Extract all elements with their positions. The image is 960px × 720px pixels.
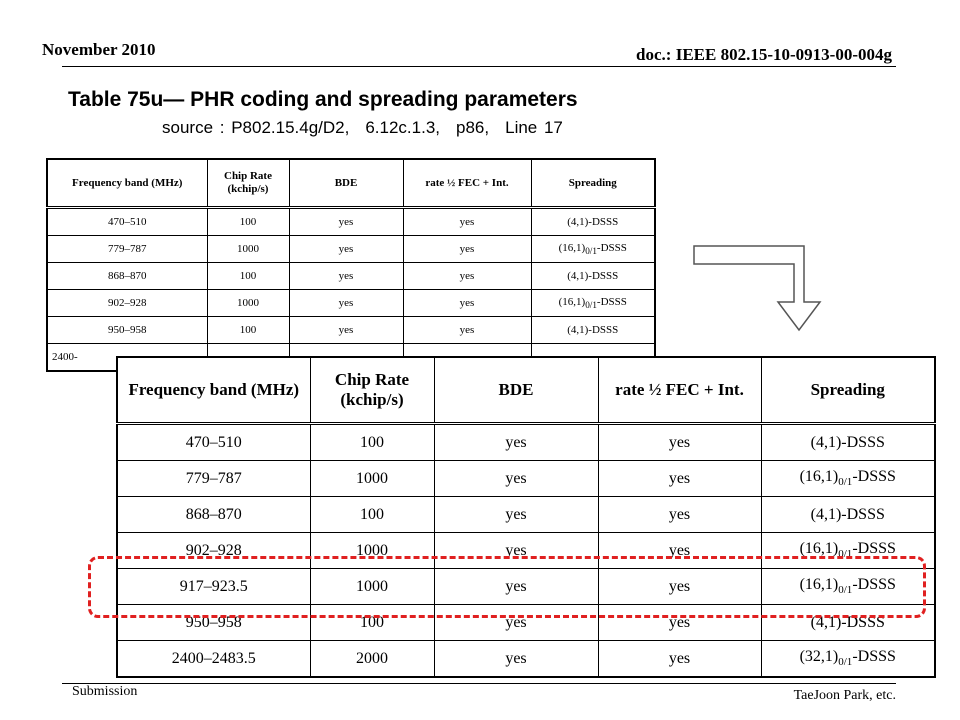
cell-frequency: 868–870	[117, 497, 310, 533]
col-header-fec: rate ½ FEC + Int.	[598, 357, 761, 424]
cell-bde: yes	[289, 290, 403, 317]
cell-bde: yes	[434, 461, 598, 497]
cell-spreading: $(16,1)_{0/1}$-DSSS	[761, 533, 935, 569]
cell-fec: yes	[403, 236, 531, 263]
cell-frequency: 779–787	[117, 461, 310, 497]
cell-spreading: (4,1)-DSSS	[761, 497, 935, 533]
cell-bde: yes	[434, 533, 598, 569]
cell-bde: yes	[289, 317, 403, 344]
cell-fec: yes	[598, 605, 761, 641]
cell-fec: yes	[403, 208, 531, 236]
header-doc-id: doc.: IEEE 802.15-10-0913-00-004g	[636, 45, 892, 64]
cell-chip-rate: 2000	[310, 641, 434, 678]
footer-rule	[62, 683, 896, 684]
cell-spreading: $(16,1)_{0/1}$-DSSS	[761, 461, 935, 497]
cell-fec: yes	[403, 263, 531, 290]
cell-bde: yes	[434, 641, 598, 678]
cell-spreading: $(16,1)_{0/1}$-DSSS	[531, 290, 655, 317]
table-row	[117, 424, 935, 461]
cell-bde: yes	[434, 569, 598, 605]
cell-spreading: (4,1)-DSSS	[531, 263, 655, 290]
cell-frequency: 902–928	[47, 290, 207, 317]
col-header-bde: BDE	[289, 159, 403, 208]
source-section: 6.12c.1.3,	[365, 118, 441, 137]
cell-fec: yes	[598, 533, 761, 569]
cell-frequency: 2400-	[47, 344, 207, 372]
cell-spreading: (4,1)-DSSS	[761, 424, 935, 461]
source-line	[162, 118, 579, 138]
cell-spreading: (4,1)-DSSS	[531, 208, 655, 236]
table-row	[47, 236, 655, 263]
cell-bde: yes	[434, 497, 598, 533]
table-row	[117, 461, 935, 497]
table-row	[117, 497, 935, 533]
col-header-spreading: Spreading	[761, 357, 935, 424]
table-row	[47, 263, 655, 290]
cell-bde: yes	[289, 208, 403, 236]
cell-chip-rate: 100	[310, 424, 434, 461]
cell-bde: yes	[289, 236, 403, 263]
col-header-frequency: Frequency band (MHz)	[47, 159, 207, 208]
cell-spreading: (4,1)-DSSS	[761, 605, 935, 641]
source-page: p86,	[456, 118, 490, 137]
cell-chip-rate: 100	[207, 317, 289, 344]
cell-fec: yes	[598, 641, 761, 678]
source-prefix: source : P802.15.4g/D2,	[162, 118, 350, 137]
slide-title: Table 75u— PHR coding and spreading parameters	[68, 88, 578, 111]
cell-chip-rate: 1000	[310, 533, 434, 569]
col-header-spreading: Spreading	[531, 159, 655, 208]
header-rule	[62, 66, 896, 67]
col-header-bde: BDE	[434, 357, 598, 424]
cell-fec: yes	[598, 497, 761, 533]
cell-chip-rate: 1000	[207, 290, 289, 317]
cell-chip-rate: 1000	[207, 236, 289, 263]
table-row	[47, 290, 655, 317]
cell-chip-rate: 100	[310, 497, 434, 533]
cell-frequency: 470–510	[117, 424, 310, 461]
cell-bde: yes	[289, 263, 403, 290]
zoomed-table-panel	[116, 356, 934, 676]
cell-fec: yes	[403, 317, 531, 344]
cell-frequency: 917–923.5	[117, 569, 310, 605]
zoomed-table-header-row	[117, 357, 935, 424]
cell-frequency: 868–870	[47, 263, 207, 290]
cell-frequency: 950–958	[47, 317, 207, 344]
col-header-fec: rate ½ FEC + Int.	[403, 159, 531, 208]
cell-frequency: 902–928	[117, 533, 310, 569]
footer-submission: Submission	[72, 684, 138, 699]
col-header-chip-rate: Chip Rate (kchip/s)	[207, 159, 289, 208]
cell-frequency: 950–958	[117, 605, 310, 641]
highlight-callout	[88, 556, 926, 618]
cell-fec: yes	[598, 424, 761, 461]
cell-chip-rate: 1000	[310, 461, 434, 497]
original-table	[46, 158, 656, 372]
cell-fec: yes	[598, 569, 761, 605]
down-right-arrow-icon	[692, 244, 822, 332]
cell-chip-rate: 100	[207, 263, 289, 290]
cell-frequency: 779–787	[47, 236, 207, 263]
cell-frequency: 470–510	[47, 208, 207, 236]
cell-bde: yes	[434, 424, 598, 461]
zoomed-table	[116, 356, 936, 678]
cell-fec: yes	[403, 290, 531, 317]
table-row	[117, 641, 935, 678]
cell-bde: yes	[434, 605, 598, 641]
cell-spreading: $(32,1)_{0/1}$-DSSS	[761, 641, 935, 678]
cell-spreading: (4,1)-DSSS	[531, 317, 655, 344]
col-header-chip-rate: Chip Rate (kchip/s)	[310, 357, 434, 424]
footer-author: TaeJoon Park, etc.	[793, 688, 896, 703]
cell-spreading: $(16,1)_{0/1}$-DSSS	[531, 236, 655, 263]
table-row	[47, 208, 655, 236]
cell-chip-rate: 100	[207, 208, 289, 236]
cell-spreading: $(16,1)_{0/1}$-DSSS	[761, 569, 935, 605]
source-line-number: Line 17	[505, 118, 563, 137]
cell-fec: yes	[598, 461, 761, 497]
cell-chip-rate: 1000	[310, 569, 434, 605]
header-date: November 2010	[42, 40, 156, 59]
original-table-header-row	[47, 159, 655, 208]
table-row	[47, 317, 655, 344]
cell-chip-rate: 100	[310, 605, 434, 641]
col-header-frequency: Frequency band (MHz)	[117, 357, 310, 424]
cell-frequency: 2400–2483.5	[117, 641, 310, 678]
